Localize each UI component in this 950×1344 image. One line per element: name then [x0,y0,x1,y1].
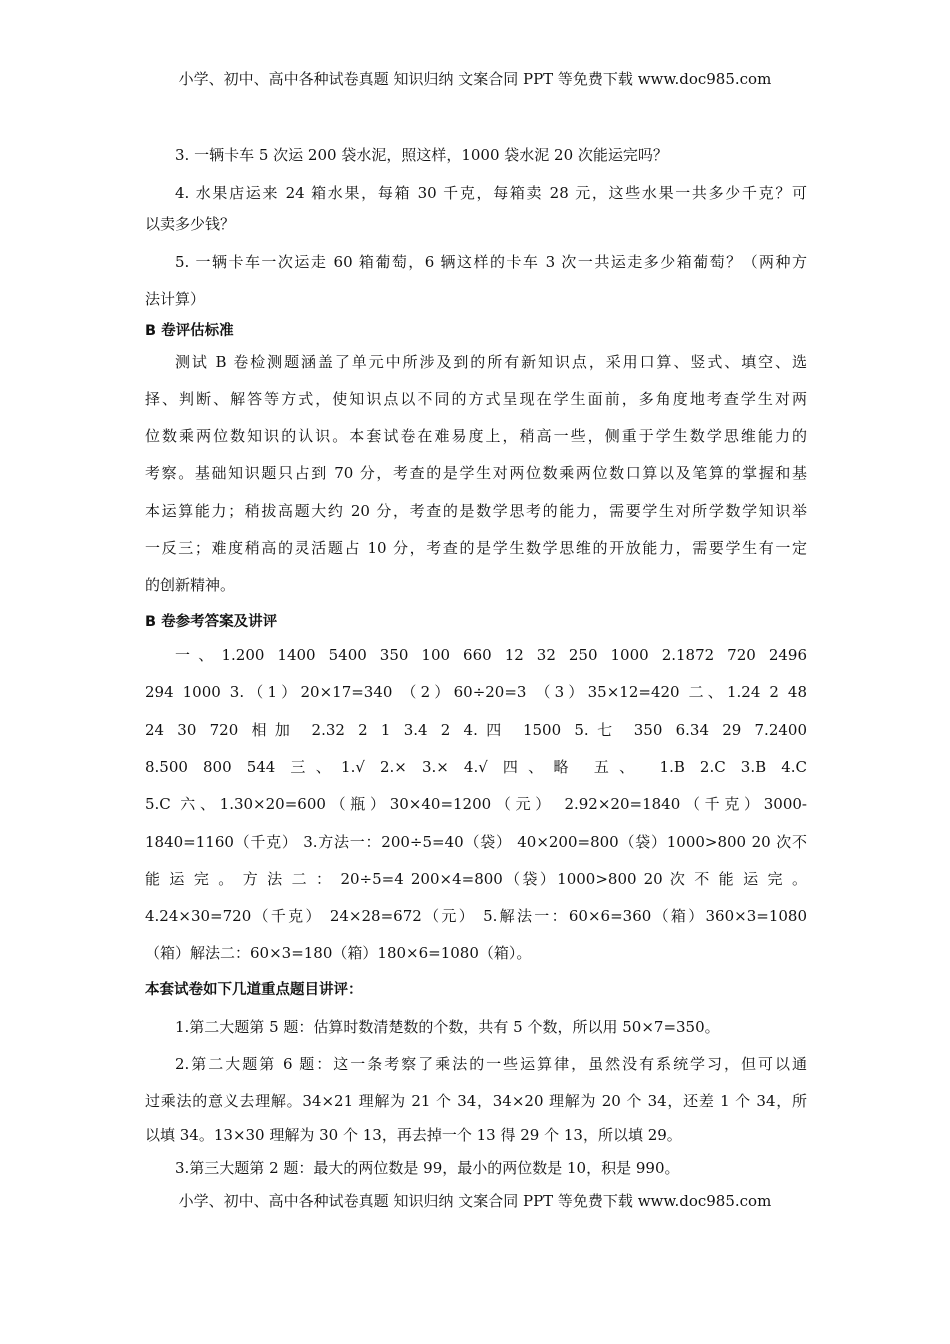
text-line: 一反三；难度稍高的灵活题占 10 分，考查的是学生数学思维的开放能力，需要学生有一定 [145,539,807,557]
text-line: 考察。基础知识题只占到 70 分，考查的是学生对两位数乘两位数口算以及笔算的掌握和基 [145,464,807,482]
text-line: 3. 一辆卡车 5 次运 200 袋水泥，照这样，1000 袋水泥 20 次能运完吗？ [175,146,668,164]
text-line: 5. 一辆卡车一次运走 60 箱葡萄，6 辆这样的卡车 3 次一共运走多少箱葡萄？（两种方 [175,253,807,271]
section-heading: B 卷评估标准 [145,323,234,339]
text-line: 择、判断、解答等方式，使知识点以不同的方式呈现在学生面前，多角度地考查学生对两 [145,390,807,408]
text-line: 8.500 800 544 三、1.√ 2.× 3.× 4.√ 四、略 五、 1.B 2.C 3.B 4.C [145,758,807,776]
text-line: 位数乘两位数知识的认识。本套试卷在难易度上，稍高一些，侧重于学生数学思维能力的 [145,427,807,445]
text-line: 以卖多少钱？ [145,215,236,233]
text-line: 1.第二大题第 5 题：估算时数清楚数的个数，共有 5 个数，所以用 50×7=350。 [175,1018,720,1036]
text-line: 以填 34。13×30 理解为 30 个 13，再去掉一个 13 得 29 个 13，所以填 29。 [145,1126,682,1144]
text-line: 本运算能力；稍拔高题大约 20 分，考查的是数学思考的能力，需要学生对所学数学知识举 [145,502,807,520]
text-line: 一、1.200 1400 5400 350 100 660 12 32 250 1000 2.1872 720 2496 [175,646,807,664]
text-line: 4.24×30=720（千克） 24×28=672（元） 5.解法一：60×6=360（箱）360×3=1080 [145,907,807,925]
text-line: 2.第二大题第 6 题：这一条考察了乘法的一些运算律，虽然没有系统学习，但可以通 [175,1055,807,1073]
section-heading: 本套试卷如下几道重点题目讲评： [145,982,363,998]
text-line: 法计算） [145,290,206,308]
text-line: 5.C 六、1.30×20=600（瓶）30×40=1200（元） 2.92×20=1840（千克）3000- [145,795,807,813]
page-footer: 小学、初中、高中各种试卷真题 知识归纳 文案合同 PPT 等免费下载 www.doc985.com [178,1192,772,1210]
text-line: 测试 B 卷检测题涵盖了单元中所涉及到的所有新知识点，采用口算、竖式、填空、选 [175,353,807,371]
text-line: （箱）解法二：60×3=180（箱）180×6=1080（箱）。 [145,944,532,962]
text-line: 过乘法的意义去理解。34×21 理解为 21 个 34，34×20 理解为 20 个 34，还差 1 个 34，所 [145,1092,807,1110]
text-line: 1840=1160（千克） 3.方法一：200÷5=40（袋） 40×200=800（袋）1000>800 20 次不 [145,833,807,851]
text-line: 24 30 720 相加 2.32 2 1 3.4 2 4.四 1500 5.七 350 6.34 29 7.2400 [145,721,807,739]
text-line: 4. 水果店运来 24 箱水果，每箱 30 千克，每箱卖 28 元，这些水果一共多少千克？可 [175,184,807,202]
text-line: 3.第三大题第 2 题：最大的两位数是 99，最小的两位数是 10，积是 990。 [175,1159,680,1177]
text-line: 294 1000 3.（1）20×17=340 （2）60÷20=3 （3）35×12=420 二、1.24 2 48 [145,683,807,701]
page-header: 小学、初中、高中各种试卷真题 知识归纳 文案合同 PPT 等免费下载 www.doc985.com [178,70,772,88]
section-heading: B 卷参考答案及讲评 [145,614,278,630]
text-line: 能 运 完 。 方 法 二 ： 20÷5=4 200×4=800（袋）1000>800 20 次 不 能 运 完 。 [145,870,807,888]
text-line: 的创新精神。 [145,576,236,594]
